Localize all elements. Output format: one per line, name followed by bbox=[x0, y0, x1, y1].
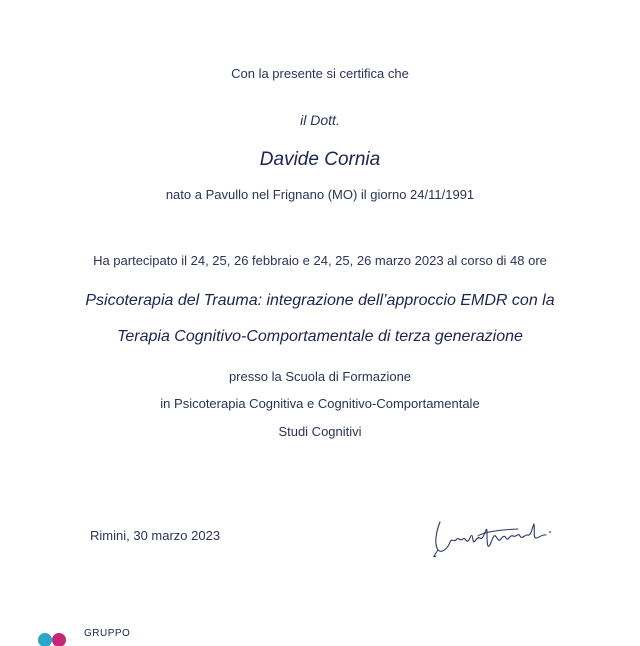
birth-info: nato a Pavullo nel Frignano (MO) il giorno 24/11/1991 bbox=[165, 187, 475, 202]
school-line2: in Psicoterapia Cognitiva e Cognitivo-Comportamentale bbox=[160, 396, 480, 411]
person-name: Davide Cornia bbox=[259, 149, 381, 170]
logo bbox=[38, 626, 158, 640]
place-date: Rimini, 30 marzo 2023 bbox=[90, 528, 221, 543]
logo-text: GRUPPO bbox=[84, 628, 131, 639]
course-title-line1: Psicoterapia del Trauma: integrazione dell’approccio EMDR con la bbox=[85, 292, 555, 309]
title-prefix: il Dott. bbox=[300, 112, 340, 128]
school-line3: Studi Cognitivi bbox=[278, 424, 362, 439]
course-title-line2: Terapia Cognitivo-Comportamentale di terza generazione bbox=[117, 328, 523, 345]
participation-text: Ha partecipato il 24, 25, 26 febbraio e 24, 25, 26 marzo 2023 al corso di 48 ore bbox=[93, 253, 547, 268]
certify-intro: Con la presente si certifica che bbox=[231, 66, 409, 81]
signature bbox=[428, 512, 558, 562]
school-line1: presso la Scuola di Formazione bbox=[228, 369, 412, 384]
logo-mark-icon bbox=[38, 632, 68, 646]
